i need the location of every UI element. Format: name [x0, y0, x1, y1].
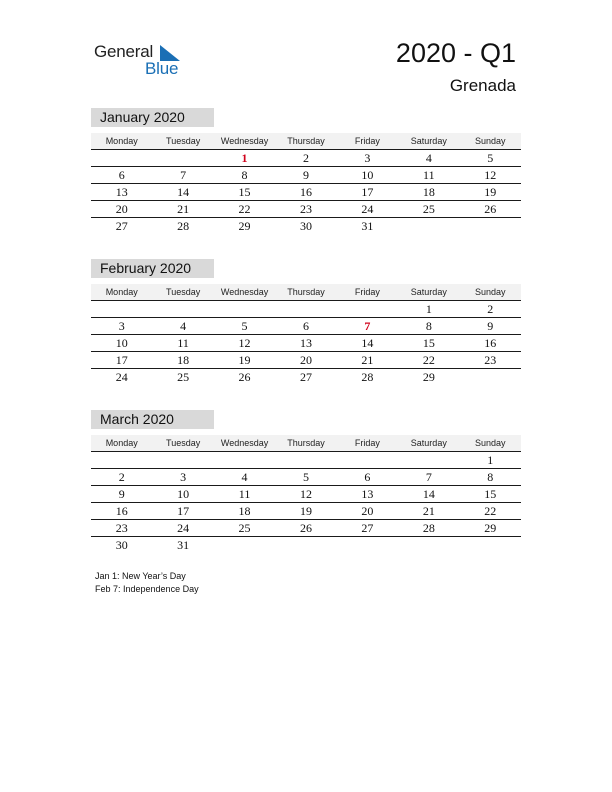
- holiday-date-cell: 1: [241, 151, 248, 165]
- date-cell: 4: [241, 470, 248, 484]
- date-cell: 22: [422, 353, 435, 367]
- date-cell: [152, 150, 213, 166]
- date-cell: 10: [361, 168, 374, 182]
- date-cell: [214, 301, 275, 317]
- month-label: January 2020: [91, 108, 214, 127]
- date-cell: 26: [484, 202, 497, 216]
- date-cell: 20: [115, 202, 128, 216]
- weekday-header: Tuesday: [166, 287, 201, 297]
- week-row: [91, 184, 521, 201]
- weekday-header-row: [91, 133, 521, 150]
- date-cell: 3: [118, 319, 125, 333]
- week-row: [91, 469, 521, 486]
- date-cell: 5: [487, 151, 494, 165]
- weekday-header-row: [91, 284, 521, 301]
- month-label: March 2020: [91, 410, 214, 429]
- date-cell: [337, 452, 398, 468]
- date-cell: [275, 301, 336, 317]
- date-cell: [460, 537, 521, 553]
- date-cell: [91, 452, 152, 468]
- date-cell: [275, 537, 336, 553]
- date-cell: 20: [361, 504, 374, 518]
- week-row: [91, 503, 521, 520]
- date-cell: 27: [361, 521, 374, 535]
- date-cell: 2: [487, 302, 494, 316]
- weekday-header: Thursday: [287, 438, 325, 448]
- date-cell: 31: [177, 538, 190, 552]
- month-calendar-march: [91, 410, 521, 553]
- weekday-header: Sunday: [474, 287, 506, 297]
- date-cell: 30: [115, 538, 128, 552]
- date-cell: 12: [299, 487, 312, 501]
- weekday-header: Tuesday: [166, 136, 201, 146]
- date-cell: 18: [238, 504, 251, 518]
- date-cell: [214, 452, 275, 468]
- date-cell: 22: [484, 504, 497, 518]
- date-cell: 2: [118, 470, 125, 484]
- week-row: [91, 318, 521, 335]
- date-cell: 14: [177, 185, 190, 199]
- date-cell: 16: [484, 336, 497, 350]
- weekday-header: Monday: [105, 136, 138, 146]
- weekday-header: Wednesday: [220, 438, 269, 448]
- date-cell: 19: [299, 504, 312, 518]
- date-cell: [152, 452, 213, 468]
- date-cell: 18: [422, 185, 435, 199]
- date-cell: 17: [361, 185, 374, 199]
- date-cell: 29: [484, 521, 497, 535]
- holiday-date-cell: 7: [364, 319, 371, 333]
- date-cell: 11: [238, 487, 251, 501]
- holiday-notes: [95, 570, 199, 596]
- weekday-header: Sunday: [474, 438, 506, 448]
- week-row: [91, 452, 521, 469]
- date-cell: 28: [177, 219, 190, 233]
- date-cell: 15: [422, 336, 435, 350]
- date-cell: 12: [238, 336, 251, 350]
- weekday-header: Thursday: [287, 136, 325, 146]
- week-row: [91, 301, 521, 318]
- weekday-header: Friday: [354, 136, 380, 146]
- date-cell: 15: [484, 487, 497, 501]
- weekday-header-row: [91, 435, 521, 452]
- date-cell: 25: [238, 521, 251, 535]
- date-cell: 10: [115, 336, 128, 350]
- date-cell: [460, 218, 521, 234]
- weekday-header: Friday: [354, 438, 380, 448]
- date-cell: [398, 218, 459, 234]
- date-cell: 1: [425, 302, 432, 316]
- date-cell: 19: [238, 353, 251, 367]
- date-cell: 5: [302, 470, 309, 484]
- date-cell: 28: [422, 521, 435, 535]
- date-cell: [398, 452, 459, 468]
- week-row: [91, 167, 521, 184]
- date-cell: 26: [299, 521, 312, 535]
- weekday-header: Friday: [354, 287, 380, 297]
- date-cell: 12: [484, 168, 497, 182]
- date-cell: [398, 537, 459, 553]
- date-cell: 8: [487, 470, 494, 484]
- date-cell: 19: [484, 185, 497, 199]
- date-cell: 16: [299, 185, 312, 199]
- date-cell: 21: [422, 504, 435, 518]
- date-cell: 28: [361, 370, 374, 384]
- holiday-note: Feb 7: Independence Day: [95, 584, 199, 594]
- date-cell: [152, 301, 213, 317]
- date-cell: 27: [299, 370, 312, 384]
- date-cell: 14: [422, 487, 435, 501]
- date-cell: 13: [115, 185, 128, 199]
- date-cell: 6: [302, 319, 309, 333]
- date-cell: 29: [238, 219, 251, 233]
- date-cell: 6: [118, 168, 125, 182]
- date-cell: 5: [241, 319, 248, 333]
- date-cell: 25: [422, 202, 435, 216]
- month-calendar-february: [91, 259, 521, 385]
- weekday-header: Saturday: [410, 438, 447, 448]
- weekday-header: Tuesday: [166, 438, 201, 448]
- date-cell: 30: [299, 219, 312, 233]
- weekday-header: Monday: [105, 438, 138, 448]
- date-cell: 14: [361, 336, 374, 350]
- weekday-header: Wednesday: [220, 136, 269, 146]
- week-row: [91, 150, 521, 167]
- date-cell: 15: [238, 185, 251, 199]
- weekday-header: Thursday: [287, 287, 325, 297]
- date-cell: 11: [177, 336, 189, 350]
- date-cell: 8: [241, 168, 248, 182]
- date-cell: 29: [422, 370, 435, 384]
- date-cell: 4: [180, 319, 187, 333]
- date-cell: 21: [361, 353, 374, 367]
- date-cell: 24: [361, 202, 374, 216]
- date-cell: 18: [177, 353, 190, 367]
- date-cell: 26: [238, 370, 251, 384]
- page-title: 2020 - Q1: [395, 38, 516, 68]
- weekday-header: Saturday: [410, 136, 447, 146]
- logo-word-general: General: [94, 42, 154, 61]
- month-calendar-january: [91, 108, 521, 234]
- date-cell: 27: [115, 219, 128, 233]
- week-row: [91, 352, 521, 369]
- date-cell: 23: [484, 353, 497, 367]
- weekday-header: Wednesday: [220, 287, 269, 297]
- date-cell: [91, 150, 152, 166]
- date-cell: 2: [302, 151, 309, 165]
- date-cell: [275, 452, 336, 468]
- date-cell: 16: [115, 504, 128, 518]
- date-cell: [91, 301, 152, 317]
- date-cell: 10: [177, 487, 190, 501]
- date-cell: 24: [177, 521, 190, 535]
- date-cell: 22: [238, 202, 251, 216]
- week-row: [91, 537, 521, 553]
- date-cell: [337, 301, 398, 317]
- week-row: [91, 369, 521, 385]
- date-cell: 21: [177, 202, 190, 216]
- date-cell: 13: [361, 487, 374, 501]
- date-cell: 11: [423, 168, 435, 182]
- date-cell: 3: [180, 470, 187, 484]
- week-row: [91, 335, 521, 352]
- date-cell: [214, 537, 275, 553]
- date-cell: 7: [425, 470, 432, 484]
- date-cell: 31: [361, 219, 374, 233]
- weekday-header: Monday: [105, 287, 138, 297]
- date-cell: 3: [364, 151, 371, 165]
- week-row: [91, 218, 521, 234]
- date-cell: 13: [299, 336, 312, 350]
- date-cell: 8: [425, 319, 432, 333]
- date-cell: 7: [180, 168, 187, 182]
- month-label: February 2020: [91, 259, 214, 278]
- generalblue-logo: [94, 42, 194, 78]
- date-cell: 17: [177, 504, 190, 518]
- holiday-note: Jan 1: New Year’s Day: [95, 571, 186, 581]
- date-cell: [460, 369, 521, 385]
- date-cell: [337, 537, 398, 553]
- date-cell: 9: [487, 319, 494, 333]
- logo-word-blue: Blue: [145, 59, 179, 78]
- date-cell: 24: [115, 370, 128, 384]
- date-cell: 6: [364, 470, 371, 484]
- date-cell: 4: [425, 151, 432, 165]
- week-row: [91, 201, 521, 218]
- date-cell: 25: [177, 370, 190, 384]
- country-name: Grenada: [449, 76, 516, 95]
- date-cell: 23: [115, 521, 128, 535]
- week-row: [91, 520, 521, 537]
- date-cell: 23: [299, 202, 312, 216]
- week-row: [91, 486, 521, 503]
- date-cell: 17: [115, 353, 128, 367]
- date-cell: 20: [299, 353, 312, 367]
- date-cell: 9: [302, 168, 309, 182]
- weekday-header: Saturday: [410, 287, 447, 297]
- date-cell: 1: [487, 453, 494, 467]
- weekday-header: Sunday: [474, 136, 506, 146]
- date-cell: 9: [118, 487, 125, 501]
